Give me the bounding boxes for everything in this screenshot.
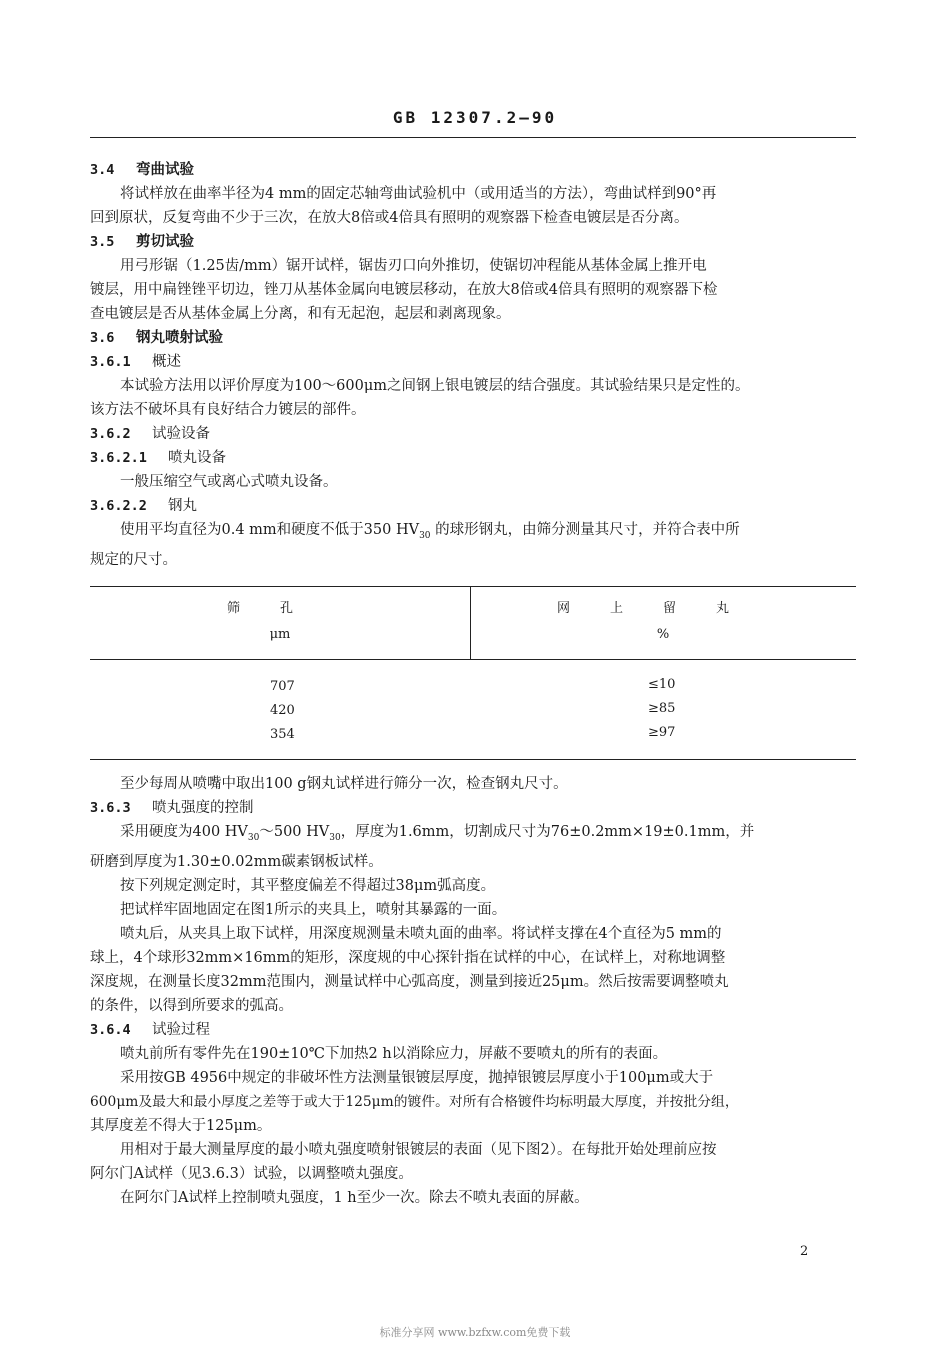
table-cell-sieve: 707 — [270, 678, 295, 694]
section-number: 3.6.2 — [90, 426, 131, 442]
section-number: 3.6.1 — [90, 354, 131, 370]
paragraph: 在阿尔门A试样上控制喷丸强度，1 h至少一次。除去不喷丸表面的屏蔽。 — [120, 1189, 589, 1206]
paragraph: 用弓形锯（1.25齿/mm）锯开试样，锯齿刃口向外推切，使锯切冲程能从基体金属上推开电 — [120, 258, 707, 274]
table-header-rule — [90, 659, 856, 660]
section-number: 3.6 — [90, 330, 115, 346]
section-title: 钢丸喷射试验 — [136, 329, 223, 346]
paragraph: 镀层，用中扁锉锉平切边，锉刀从基体金属向电镀层移动，在放大8倍或4倍具有照明的观察器下检 — [90, 282, 718, 298]
text-run: 的球形钢丸，由筛分测量其尺寸，并符合表中所 — [435, 522, 740, 538]
page-header-title: GB 12307.2—90 — [392, 108, 558, 127]
col-header-sieve: 筛孔 — [226, 600, 333, 616]
subscript: 30 — [329, 832, 341, 843]
paragraph: 规定的尺寸。 — [90, 551, 177, 568]
section-number: 3.6.3 — [90, 799, 131, 816]
section-number: 3.6.2.2 — [90, 498, 147, 514]
table-cell-retained: ≤10 — [648, 676, 676, 692]
table-cell-sieve: 420 — [270, 702, 295, 718]
text-run: ～500 HV — [259, 823, 330, 840]
heading-3-4 — [90, 158, 856, 182]
table-cell-retained: ≥85 — [648, 700, 676, 716]
section-title: 喷丸强度的控制 — [152, 799, 254, 816]
paragraph: 将试样放在曲率半径为4 mm的固定芯轴弯曲试验机中（或用适当的方法），弯曲试样到90°再 — [120, 186, 717, 202]
heading-3-6-2-2 — [90, 494, 856, 518]
section-title: 喷丸设备 — [168, 450, 226, 466]
heading-3-6-4 — [90, 1018, 856, 1042]
paragraph: 喷丸后，从夹具上取下试样，用深度规测量未喷丸面的曲率。将试样支撑在4个直径为5 mm的 — [120, 925, 722, 942]
heading-3-6-1 — [90, 350, 856, 374]
section-title: 试验过程 — [152, 1021, 210, 1038]
paragraph: 研磨到厚度为1.30±0.02mm碳素钢板试样。 — [90, 853, 383, 870]
paragraph: 用相对于最大测量厚度的最小喷丸强度喷射银镀层的表面（见下图2）。在每批开始处理前应按 — [120, 1141, 717, 1158]
header-rule — [90, 137, 856, 138]
paragraph: 其厚度差不得大于125μm。 — [90, 1117, 272, 1134]
section-title: 弯曲试验 — [136, 161, 194, 178]
subscript: 30 — [419, 530, 431, 541]
footer-watermark-text: 标准分享网 www.bzfxw.com免费下载 — [379, 1326, 571, 1339]
heading-3-5 — [90, 230, 856, 254]
section-title: 概述 — [152, 354, 181, 370]
paragraph — [90, 518, 856, 548]
section-number: 3.5 — [90, 234, 115, 250]
text-run: 使用平均直径为0.4 mm和硬度不低于350 HV — [120, 522, 420, 538]
text-run: ，厚度为1.6mm，切割成尺寸为76±0.2mm×19±0.1mm，并 — [340, 823, 755, 840]
subscript: 30 — [247, 832, 260, 843]
paragraph: 回到原状，反复弯曲不少于三次，在放大8倍或4倍具有照明的观察器下检查电镀层是否分离。 — [90, 210, 689, 226]
col-unit-retained: % — [656, 626, 670, 642]
paragraph: 把试样牢固地固定在图1所示的夹具上，喷射其暴露的一面。 — [120, 901, 507, 918]
section-title: 试验设备 — [152, 426, 210, 442]
paragraph: 的条件，以得到所要求的弧高。 — [90, 997, 293, 1014]
paragraph: 至少每周从喷嘴中取出100 g钢丸试样进行筛分一次，检查钢丸尺寸。 — [120, 775, 568, 792]
paragraph: 600μm及最大和最小厚度之差等于或大于125μm的镀件。对所有合格镀件均标明最大厚度，并按批分组， — [90, 1093, 739, 1110]
page-number: 2 — [800, 1244, 809, 1259]
table-cell-retained: ≥97 — [648, 724, 676, 740]
paragraph: 采用按GB 4956中规定的非破坏性方法测量银镀层厚度，抛掉银镀层厚度小于100μm或大于 — [120, 1069, 714, 1086]
paragraph — [90, 820, 856, 850]
paragraph: 本试验方法用以评价厚度为100～600μm之间钢上银电镀层的结合强度。其试验结果只是定性的。 — [120, 378, 750, 394]
heading-3-6-2-1 — [90, 446, 856, 470]
heading-3-6 — [90, 326, 856, 350]
section-number: 3.6.4 — [90, 1021, 131, 1038]
paragraph: 该方法不破坏具有良好结合力镀层的部件。 — [90, 402, 366, 418]
text-run: 采用硬度为400 HV — [120, 823, 248, 840]
heading-3-6-3 — [90, 796, 856, 820]
paragraph: 阿尔门A试样（见3.6.3）试验，以调整喷丸强度。 — [90, 1165, 413, 1182]
sieve-table — [90, 586, 856, 760]
col-unit-sieve: μm — [269, 626, 291, 642]
document-body — [90, 158, 856, 1210]
paragraph: 球上，4个球形32mm×16mm的矩形，深度规的中心探针指在试样的中心，在试样上，对称地调整 — [90, 949, 726, 966]
paragraph: 一般压缩空气或离心式喷丸设备。 — [120, 474, 338, 490]
table-cell-sieve: 354 — [270, 726, 295, 742]
section-number: 3.6.2.1 — [90, 450, 147, 466]
paragraph: 喷丸前所有零件先在190±10℃下加热2 h以消除应力，屏蔽不要喷丸的所有的表面。 — [120, 1045, 668, 1062]
col-header-retained: 网上留丸 — [556, 600, 769, 616]
section-title: 钢丸 — [168, 498, 197, 514]
paragraph: 按下列规定测定时，其平整度偏差不得超过38μm弧高度。 — [120, 877, 496, 894]
paragraph: 深度规，在测量长度32mm范围内，测量试样中心弧高度，测量到接近25μm。然后按需要调整喷丸 — [90, 973, 729, 990]
paragraph: 查电镀层是否从基体金属上分离，和有无起泡，起层和剥离现象。 — [90, 306, 511, 322]
section-title: 剪切试验 — [136, 233, 194, 250]
section-number: 3.4 — [90, 162, 115, 178]
heading-3-6-2 — [90, 422, 856, 446]
